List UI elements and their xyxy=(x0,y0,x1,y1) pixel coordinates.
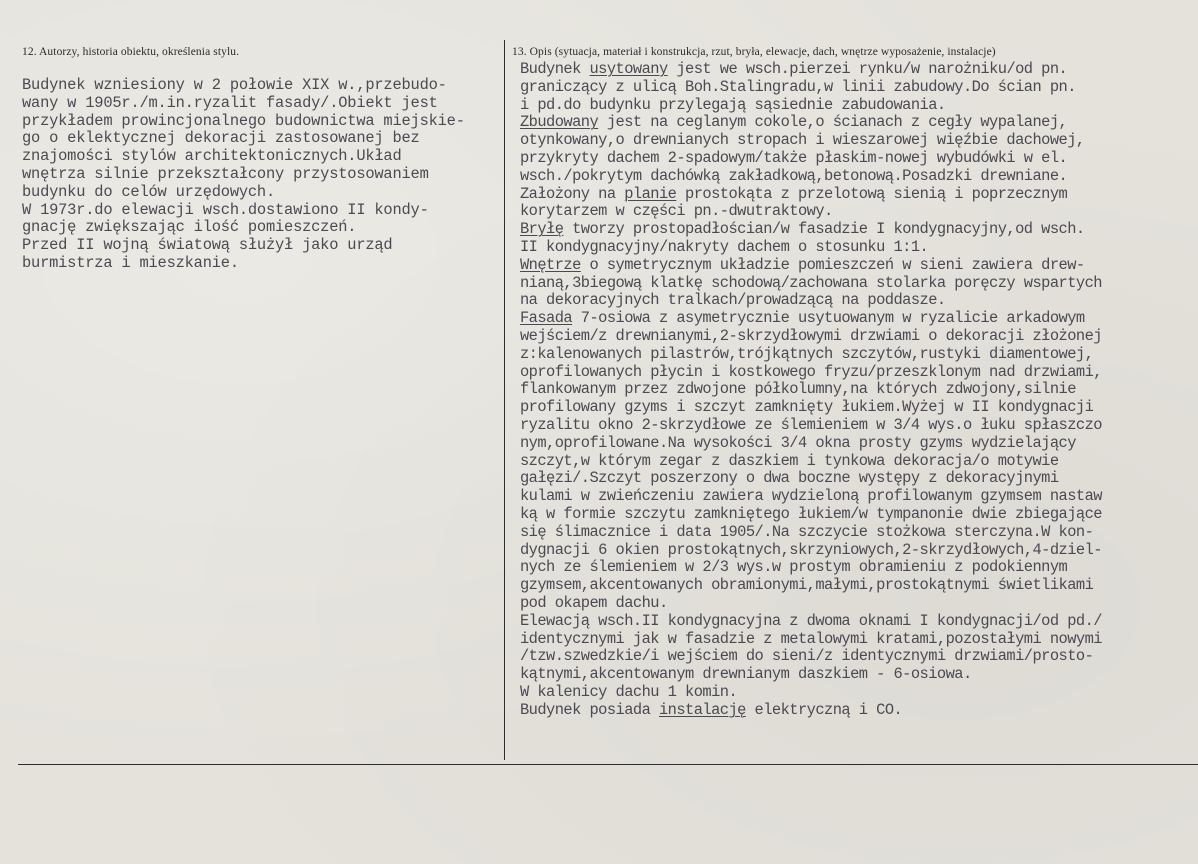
line-text: przykryty dachem 2-spadowym/także płaskim-nowej wybudówki w el. xyxy=(520,148,1068,167)
section-12-header: 12. Autorzy, historia obiektu, określenia stylu. xyxy=(22,46,240,58)
line-text: profilowany gzyms i szczyt zamknięty łukiem.Wyżej w II kondygnacji xyxy=(520,398,1094,417)
section-13-line xyxy=(520,346,1102,364)
section-12-line: znajomości stylów architektonicznych.Układ xyxy=(22,147,402,166)
line-text: W kalenicy dachu 1 komin. xyxy=(520,682,738,701)
section-13-line xyxy=(520,239,1102,257)
line-text: Elewacją wsch.II kondygnacyjna z dwoma oknami I kondygnacji/od pd./ xyxy=(520,611,1102,630)
section-12-line: wnętrza silnie przekształcony przystosowaniem xyxy=(22,164,429,183)
line-text: dygnacji 6 okien prostokątnych,skrzyniowych,2-skrzydłowych,4-dziel- xyxy=(520,540,1102,559)
section-13-line xyxy=(520,684,1102,702)
section-13-line xyxy=(520,310,1102,328)
line-text: gałęzi/.Szczyt poszerzony o dwa boczne występy z dekoracyjnymi xyxy=(520,469,1059,488)
line-text: szczyt,w którym zegar z daszkiem i tynkowa dekoracja/o motywie xyxy=(520,451,1059,470)
line-text: nym,oprofilowane.Na wysokości 3/4 okna prosty gzyms wydzielający xyxy=(520,433,1076,452)
underlined-keyword: instalację xyxy=(658,700,746,719)
line-text: /tzw.szwedzkie/i wejściem do sieni/z identycznymi drzwiami/prosto- xyxy=(520,647,1094,666)
underlined-keyword: usytowany xyxy=(589,60,668,78)
section-13-line xyxy=(520,488,1102,506)
section-13-line xyxy=(520,470,1102,488)
section-12-line: burmistrza i mieszkanie. xyxy=(22,253,239,272)
section-13-line xyxy=(520,203,1102,221)
underlined-keyword: Zbudowany xyxy=(520,113,599,132)
line-text: pod okapem dachu. xyxy=(520,593,668,612)
section-13-line xyxy=(520,595,1102,613)
section-13-line xyxy=(520,559,1102,577)
section-13-line xyxy=(520,631,1102,649)
line-text: oprofilowanych płycin i kostkowego fryzu/przeszklonym nad drzwiami, xyxy=(520,362,1102,381)
section-13-line xyxy=(520,506,1102,524)
line-text: na dekoracyjnych tralkach/prowadzącą na poddasze. xyxy=(520,291,946,310)
line-text: 7-osiowa z asymetrycznie usytuowanym w ryzalicie arkadowym xyxy=(572,309,1085,328)
section-12-line: przykładem prowincjonalnego budownictwa miejskie- xyxy=(22,111,465,130)
section-13-line xyxy=(520,97,1102,115)
section-13-line xyxy=(520,132,1102,150)
line-text: i pd.do budynku przylegają sąsiednie zabudowania. xyxy=(520,95,946,114)
section-12-line: W 1973r.do elewacji wsch.dostawiono II kondy- xyxy=(22,200,429,219)
section-13-header: 13. Opis (sytuacja, materiał i konstrukcja, rzut, bryła, elewacje, dach, wnętrze wyposażenie, instalacje) xyxy=(512,46,996,58)
column-divider xyxy=(504,40,505,760)
line-text: wsch./pokrytym dachówką zakładkową,betonową.Posadzki drewniane. xyxy=(520,166,1068,185)
section-13-line xyxy=(520,150,1102,168)
section-12-line: wany w 1905r./m.in.ryzalit fasady/.Obiekt jest xyxy=(22,93,438,112)
section-13-line xyxy=(520,435,1102,453)
section-13-line xyxy=(520,292,1102,310)
section-13-line xyxy=(520,381,1102,399)
line-text: kulami w zwieńczeniu zawiera wydzieloną profilowanym gzymsem nastaw xyxy=(520,487,1102,506)
line-text: elektryczną i CO. xyxy=(745,700,903,719)
section-13-line xyxy=(520,648,1102,666)
line-text: jest na ceglanym cokole,o ścianach z cegły wypalanej, xyxy=(598,113,1068,132)
line-text: kątnymi,akcentowanym drewnianym daszkiem - 6-osiowa. xyxy=(520,665,972,684)
line-text: korytarzem w części pn.-dwutraktowy. xyxy=(520,202,833,221)
line-text: się ślimacznice i data 1905/.Na szczycie stożkowa sterczyna.W kon- xyxy=(520,522,1094,541)
line-text: nianą,3biegową klatkę schodową/zachowana stolarka poręczy wspartych xyxy=(520,273,1102,292)
line-text: otynkowany,o drewnianych stropach i wieszarowej więźbie dachowej, xyxy=(520,131,1085,150)
line-text: ryzalitu okno 2-skrzydłowe ze ślemieniem w 3/4 wys.o łuku spłaszczo xyxy=(520,415,1102,434)
section-13-line xyxy=(520,702,1102,720)
section-13-line xyxy=(520,257,1102,275)
section-13-line xyxy=(520,114,1102,132)
line-text: Budynek posiada xyxy=(520,700,659,719)
line-text: jest we wsch.pierzei rynku/w narożniku/od pn. xyxy=(667,60,1068,78)
line-text: ką w formie szczytu zamkniętego łukiem/w tympanonie dwie zbiegające xyxy=(520,504,1102,523)
line-text: o symetrycznym układzie pomieszczeń w sieni zawiera drew- xyxy=(580,255,1085,274)
section-13-line xyxy=(520,61,1102,79)
section-13-line xyxy=(520,221,1102,239)
section-13-text xyxy=(520,61,1102,719)
line-text: II kondygnacyjny/nakryty dachem o stosunku 1:1. xyxy=(520,237,929,256)
section-13-line xyxy=(520,577,1102,595)
section-13-line xyxy=(520,275,1102,293)
line-text: wejściem/z drewnianymi,2-skrzydłowymi drzwiami o dekoracji złożonej xyxy=(520,326,1102,345)
line-text: tworzy prostopadłościan/w fasadzie I kondygnacyjny,od wsch. xyxy=(563,220,1085,239)
section-13-line xyxy=(520,453,1102,471)
underlined-keyword: Wnętrze xyxy=(520,255,581,274)
line-text: graniczący z ulicą Boh.Stalingradu,w linii zabudowy.Do ścian pn. xyxy=(520,77,1076,96)
line-text: gzymsem,akcentowanych obramionymi,małymi,prostokątnymi świetlikami xyxy=(520,576,1094,595)
section-12-line: gnację zwiększając ilość pomieszczeń. xyxy=(22,218,357,237)
section-13-line xyxy=(520,328,1102,346)
section-13-line xyxy=(520,542,1102,560)
line-text: Założony na xyxy=(520,184,625,203)
section-13-line xyxy=(520,417,1102,435)
section-12-line: budynku do celów urzędowych. xyxy=(22,182,276,201)
section-12-line: Przed II wojną światową służył jako urząd xyxy=(22,236,393,255)
section-13-line xyxy=(520,79,1102,97)
section-13-line xyxy=(520,399,1102,417)
section-13-line xyxy=(520,186,1102,204)
section-13-line xyxy=(520,524,1102,542)
line-text: nych ze ślemieniem w 2/3 wys.w prostym obramieniu z podokiennym xyxy=(520,558,1068,577)
line-text: z:kalenowanych pilastrów,trójkątnych szczytów,rustyki diamentowej, xyxy=(520,344,1094,363)
underlined-keyword: Bryłę xyxy=(520,220,564,239)
section-12-line: go o eklektycznej dekoracji zastosowanej bez xyxy=(22,129,420,148)
underlined-keyword: planie xyxy=(624,184,677,203)
line-text: Budynek xyxy=(520,60,590,78)
section-13-line xyxy=(520,613,1102,631)
section-12-text xyxy=(22,77,465,273)
section-13-line xyxy=(520,364,1102,382)
section-12-line: Budynek wzniesiony w 2 połowie XIX w.,przebudo- xyxy=(22,76,447,94)
line-text: prostokąta z przelotową sienią i poprzecznym xyxy=(676,184,1068,203)
line-text: flankowanym przez zdwojone półkolumny,na których zdwojony,silnie xyxy=(520,380,1076,399)
underlined-keyword: Fasada xyxy=(520,309,573,328)
section-13-line xyxy=(520,168,1102,186)
bottom-rule xyxy=(18,764,1198,765)
line-text: identycznymi jak w fasadzie z metalowymi kratami,pozostałymi nowymi xyxy=(520,629,1102,648)
section-13-line xyxy=(520,666,1102,684)
